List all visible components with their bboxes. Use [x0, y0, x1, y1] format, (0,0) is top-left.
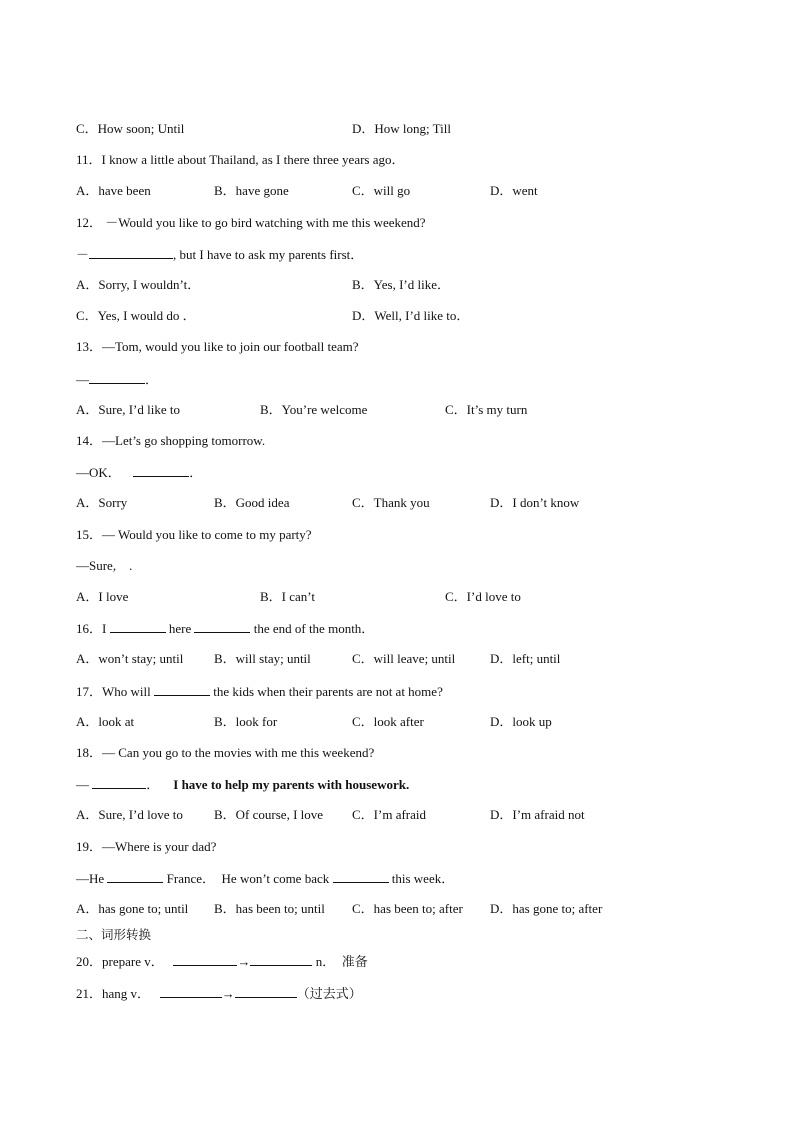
- q14-reply-prefix: —OK．: [76, 465, 128, 480]
- q18-reply-prefix: —: [76, 777, 93, 792]
- q16-option-d[interactable]: D．left; until: [490, 651, 561, 666]
- q11-option-b[interactable]: B．have gone: [214, 183, 289, 198]
- q15-option-b[interactable]: B．I can’t: [260, 589, 315, 604]
- q21-blank-2[interactable]: [235, 985, 297, 998]
- q20-line: [76, 953, 368, 970]
- q18-reply: [76, 776, 409, 793]
- q12-stem: 12． －Would you like to go bird watching with me this weekend?: [76, 215, 426, 230]
- q20-blank-2[interactable]: [250, 953, 312, 966]
- q13-reply: [76, 371, 158, 388]
- q13-answer-blank[interactable]: [89, 371, 145, 384]
- q16-blank-2[interactable]: [194, 620, 250, 633]
- q12-reply-prefix: －: [76, 247, 90, 262]
- q14-option-d[interactable]: D．I don’t know: [490, 495, 580, 510]
- q12-reply: [76, 246, 363, 263]
- q10-option-d[interactable]: D．How long; Till: [352, 121, 451, 136]
- q19-option-c[interactable]: C．has been to; after: [352, 901, 463, 916]
- q12-option-c[interactable]: C．Yes, I would do ．: [76, 308, 196, 323]
- q20-arrow: →: [237, 954, 251, 969]
- q18-stem: 18．— Can you go to the movies with me this weekend?: [76, 745, 375, 760]
- q19-reply-part3: this week．: [388, 871, 455, 886]
- q19-option-d[interactable]: D．has gone to; after: [490, 901, 603, 916]
- q18-option-a[interactable]: A．Sure, I’d love to: [76, 807, 183, 822]
- q21-blank-1[interactable]: [160, 985, 222, 998]
- q20-part1: 20．prepare v．: [76, 954, 174, 969]
- q21-part1: 21．hang v．: [76, 986, 160, 1001]
- q17-stem-part1: 17．Who will: [76, 684, 154, 699]
- q17-option-a[interactable]: A．look at: [76, 714, 135, 729]
- q19-option-a[interactable]: A．has gone to; until: [76, 901, 189, 916]
- q13-stem: 13．—Tom, would you like to join our football team?: [76, 339, 359, 354]
- q14-option-c[interactable]: C．Thank you: [352, 495, 430, 510]
- section-2-title: 二、词形转换: [76, 927, 152, 942]
- q16-option-a[interactable]: A．won’t stay; until: [76, 651, 184, 666]
- q18-reply-mid: ．: [146, 777, 160, 792]
- q13-reply-prefix: —: [76, 372, 89, 387]
- q14-option-a[interactable]: A．Sorry: [76, 495, 128, 510]
- q13-option-b[interactable]: B．You’re welcome: [260, 402, 368, 417]
- q17-stem: [76, 683, 443, 700]
- q19-blank-2[interactable]: [333, 870, 389, 883]
- q17-option-d[interactable]: D．look up: [490, 714, 552, 729]
- q16-stem: [76, 620, 374, 637]
- q19-stem: 19．—Where is your dad?: [76, 839, 217, 854]
- q17-option-c[interactable]: C．look after: [352, 714, 424, 729]
- q15-option-a[interactable]: A．I love: [76, 589, 129, 604]
- q17-answer-blank[interactable]: [154, 683, 210, 696]
- q18-option-c[interactable]: C．I’m afraid: [352, 807, 427, 822]
- q16-stem-part2: here: [165, 621, 195, 636]
- q18-option-d[interactable]: D．I’m afraid not: [490, 807, 585, 822]
- q19-reply: [76, 870, 454, 887]
- q12-option-d[interactable]: D．Well, I’d like to．: [352, 308, 470, 323]
- q16-option-b[interactable]: B．will stay; until: [214, 651, 311, 666]
- q20-blank-1[interactable]: [173, 953, 237, 966]
- q14-stem: 14．—Let’s go shopping tomorrow.: [76, 433, 266, 448]
- q11-option-c[interactable]: C．will go: [352, 183, 411, 198]
- q14-option-b[interactable]: B．Good idea: [214, 495, 290, 510]
- q18-answer-blank[interactable]: [92, 776, 146, 789]
- q14-reply: [76, 464, 202, 481]
- q20-part2: n． 准备: [312, 954, 368, 969]
- q15-reply: —Sure, .: [76, 558, 133, 573]
- q18-reply-bold: I have to help my parents with housework.: [173, 777, 410, 792]
- q18-option-b[interactable]: B．Of course, I love: [214, 807, 324, 822]
- q19-reply-part1: —He: [76, 871, 108, 886]
- q14-answer-blank[interactable]: [133, 464, 189, 477]
- q10-option-c[interactable]: C．How soon; Until: [76, 121, 185, 136]
- q21-arrow: →: [221, 986, 235, 1001]
- q13-option-a[interactable]: A．Sure, I’d like to: [76, 402, 180, 417]
- q11-option-d[interactable]: D．went: [490, 183, 538, 198]
- q19-reply-part2: France． He won’t come back: [163, 871, 333, 886]
- q21-part2: （过去式）: [296, 986, 362, 1001]
- q15-stem: 15．— Would you like to come to my party?: [76, 527, 312, 542]
- q12-answer-blank[interactable]: [89, 246, 173, 259]
- q15-option-c[interactable]: C．I’d love to: [445, 589, 521, 604]
- q12-option-a[interactable]: A．Sorry, I wouldn’t．: [76, 277, 201, 292]
- q11-option-a[interactable]: A．have been: [76, 183, 151, 198]
- q19-blank-1[interactable]: [107, 870, 163, 883]
- q14-reply-suffix: ．: [189, 465, 203, 480]
- q17-stem-part2: the kids when their parents are not at home?: [210, 684, 443, 699]
- q19-option-b[interactable]: B．has been to; until: [214, 901, 325, 916]
- q16-blank-1[interactable]: [110, 620, 166, 633]
- q12-reply-suffix: , but I have to ask my parents first．: [173, 247, 364, 262]
- q13-option-c[interactable]: C．It’s my turn: [445, 402, 528, 417]
- q12-option-b[interactable]: B．Yes, I’d like．: [352, 277, 450, 292]
- q13-reply-suffix: ．: [145, 372, 159, 387]
- q16-stem-part3: the end of the month．: [250, 621, 375, 636]
- q16-option-c[interactable]: C．will leave; until: [352, 651, 456, 666]
- q16-stem-part1: 16．I: [76, 621, 110, 636]
- q11-stem: 11．I know a little about Thailand, as I there three years ago．: [76, 152, 405, 167]
- q17-option-b[interactable]: B．look for: [214, 714, 278, 729]
- q21-line: [76, 985, 362, 1002]
